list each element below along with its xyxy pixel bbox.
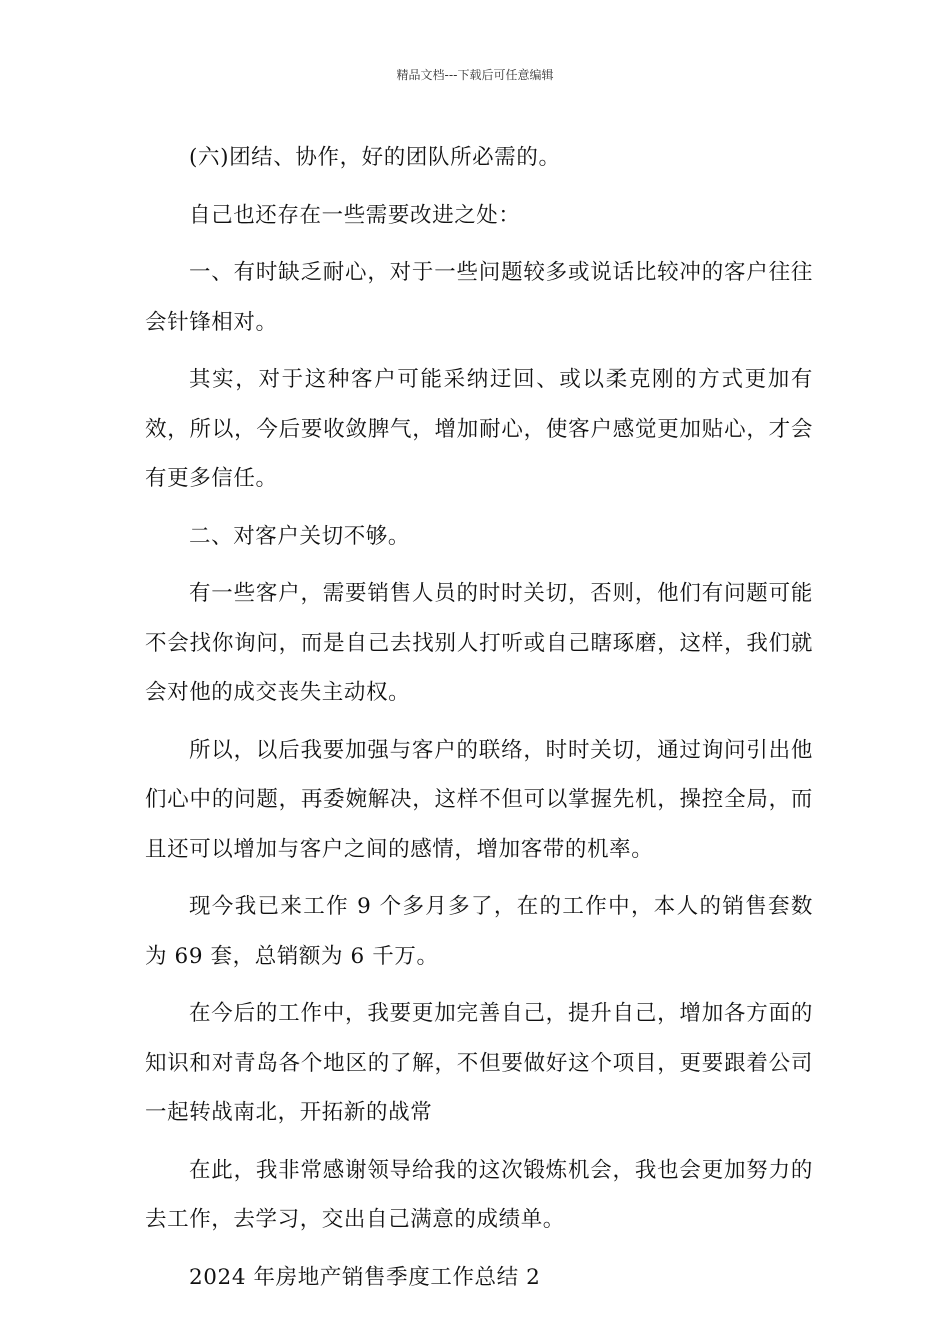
paragraph-4: 其实，对于这种客户可能采纳迂回、或以柔克刚的方式更加有效，所以，今后要收敛脾气，增加耐心，使客户感觉更加贴心，才会有更多信任。: [145, 367, 813, 491]
section-title: 2024 年房地产销售季度工作总结 2: [189, 1264, 541, 1290]
paragraph-8: 现今我已来工作 9 个多月多了，在的工作中，本人的销售套数为 69 套，总销额为 6 千万。: [145, 894, 813, 969]
paragraph-2: 自己也还存在一些需要改进之处：: [189, 202, 521, 228]
paragraph-9: 在今后的工作中，我要更加完善自己，提升自己，增加各方面的知识和对青岛各个地区的了解，不但要做好这个项目，更要跟着公司一起转战南北，开拓新的战常: [145, 1001, 813, 1125]
document-body: [145, 133, 813, 1310]
paragraph-5: 二、对客户关切不够。: [189, 523, 411, 549]
paragraph-6: 有一些客户，需要销售人员的时时关切，否则，他们有问题可能不会找你询问，而是自己去找别人打听或自己瞎琢磨，这样，我们就会对他的成交丧失主动权。: [145, 581, 813, 705]
paragraph-3: 一、有时缺乏耐心，对于一些问题较多或说话比较冲的客户往往会针锋相对。: [145, 260, 813, 335]
page-header: 精品文档---下载后可任意编辑: [396, 68, 554, 82]
paragraph-1: (六)团结、协作，好的团队所必需的。: [189, 145, 561, 170]
paragraph-10: 在此，我非常感谢领导给我的这次锻炼机会，我也会更加努力的去工作，去学习，交出自己满意的成绩单。: [145, 1157, 813, 1232]
paragraph-7: 所以，以后我要加强与客户的联络，时时关切，通过询问引出他们心中的问题，再委婉解决，这样不但可以掌握先机，操控全局，而且还可以增加与客户之间的感情，增加客带的机率。: [145, 737, 813, 862]
